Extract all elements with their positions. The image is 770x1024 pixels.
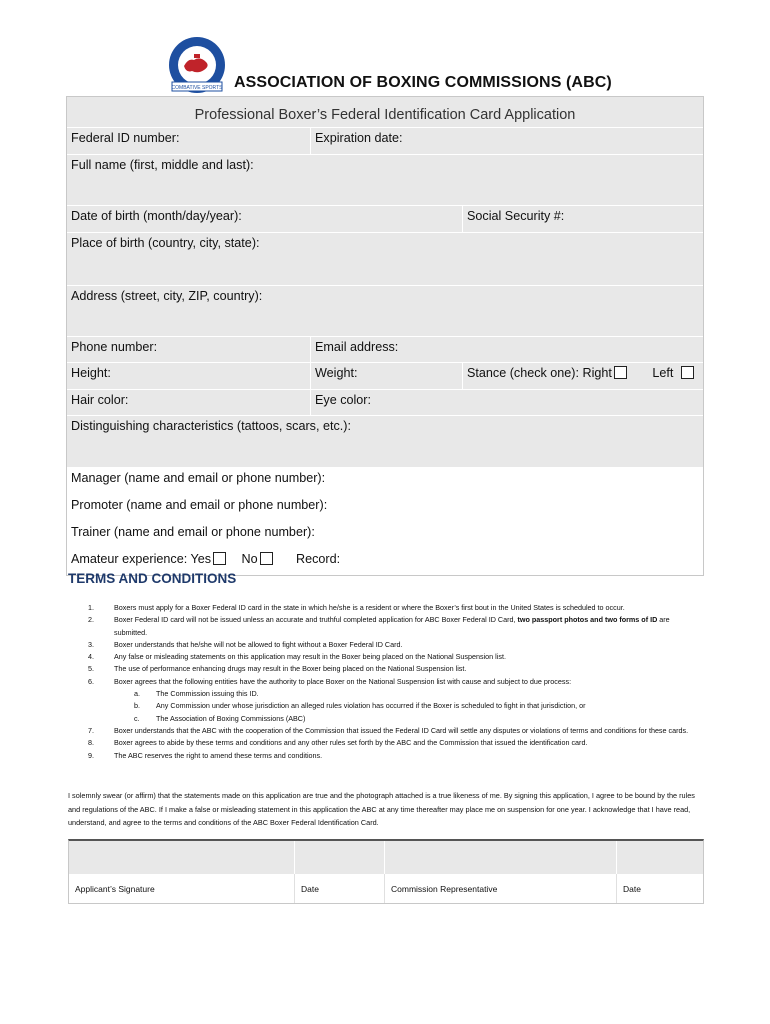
social-security-field[interactable]: Social Security #: (467, 209, 565, 223)
form-subtitle: Professional Boxer’s Federal Identification Card Application (194, 107, 576, 123)
terms-list (88, 602, 698, 762)
record-field[interactable]: Record: (296, 552, 341, 566)
svg-text:COMBATIVE SPORTS: COMBATIVE SPORTS (171, 85, 223, 91)
sub-list-item: a. The Commission issuing this ID. (134, 689, 259, 699)
weight-field[interactable]: Weight: (311, 363, 463, 389)
applicant-signature-label: Applicant’s Signature (69, 874, 295, 903)
list-item: 5. The use of performance enhancing drugs may result in the Boxer being placed on the National Suspension list. (88, 664, 467, 674)
eye-color-field[interactable]: Eye color: (315, 393, 371, 407)
stance-right-checkbox[interactable] (614, 366, 627, 379)
list-item: 7. Boxer understands that the ABC with the cooperation of the Commission that issued the Federal ID Card will settle any disputes or violations of terms and conditions for these cards. (88, 725, 689, 735)
page-title: ASSOCIATION OF BOXING COMMISSIONS (ABC) (234, 74, 612, 91)
sub-list-item: c. The Association of Boxing Commissions (ABC) (134, 713, 306, 723)
terms-heading: TERMS AND CONDITIONS (68, 571, 237, 586)
date-of-birth-field[interactable]: Date of birth (month/day/year): (67, 206, 463, 232)
abc-logo (168, 36, 226, 94)
commission-signature-box[interactable] (385, 841, 617, 874)
email-field[interactable]: Email address: (315, 340, 399, 354)
phone-field[interactable]: Phone number: (67, 337, 311, 362)
stance-left-label: Left (652, 366, 674, 380)
promoter-field[interactable]: Promoter (name and email or phone number): (71, 498, 328, 512)
applicant-signature-box[interactable] (69, 841, 295, 874)
manager-field[interactable]: Manager (name and email or phone number): (71, 471, 326, 485)
list-item: 3. Boxer understands that he/she will not be allowed to fight without a Boxer Federal ID Card. (88, 639, 403, 649)
full-name-field[interactable]: Full name (first, middle and last): (71, 158, 254, 172)
stance-left-checkbox[interactable] (681, 366, 694, 379)
commission-date-label: Date (623, 884, 641, 894)
list-item: 2. Boxer Federal ID card will not be issued unless an accurate and truthful completed application for ABC Boxer Federal ID Card, two passport photos and two forms of ID are submitted. (88, 615, 670, 637)
distinguishing-field[interactable]: Distinguishing characteristics (tattoos, scars, etc.): (71, 419, 351, 433)
list-item: 1. Boxers must apply for a Boxer Federal ID card in the state in which he/she is a resident or where the Boxer’s first bout in the United States is scheduled to occur. (88, 603, 625, 612)
sub-list-item: b. Any Commission under whose jurisdiction an alleged rules violation has occurred if the Boxer is scheduled to fight in that jurisdiction, or (134, 701, 586, 711)
federal-id-field[interactable]: Federal ID number: (67, 128, 311, 154)
oath-statement: I solemnly swear (or affirm) that the statements made on this application are true and the photograph attached is a true likeness of me. By signing this application, I agree to be bound by the rules and regulations of the ABC. If I make a false or misleading statement in this application the ABC at any time thereafter may place me on suspension for one year. I acknowledge that I have read, understand, and agree to the terms and conditions of the ABC Boxer Federal Identification Card. (68, 791, 695, 827)
address-field[interactable]: Address (street, city, ZIP, country): (71, 289, 263, 303)
stance-label: Stance (check one): Right (467, 366, 612, 380)
place-of-birth-field[interactable]: Place of birth (country, city, state): (71, 236, 260, 250)
height-field[interactable]: Height: (67, 363, 311, 389)
list-item: 8. Boxer agrees to abide by these terms and conditions and any other rules set forth by the ABC and the Commission that issued the identification card. (88, 738, 588, 748)
trainer-field[interactable]: Trainer (name and email or phone number): (71, 525, 315, 539)
list-item: 9. The ABC reserves the right to amend these terms and conditions. (88, 750, 323, 760)
amateur-no-label: No (241, 552, 258, 566)
commission-date-box[interactable] (617, 841, 703, 874)
stance-field (463, 363, 703, 389)
applicant-date-box[interactable] (295, 841, 385, 874)
list-item: 6. Boxer agrees that the following entities have the authority to place Boxer on the National Suspension list with cause and subject to due process: (88, 676, 572, 686)
expiration-date-field[interactable]: Expiration date: (315, 131, 403, 145)
commission-representative-label: Commission Representative (385, 874, 617, 903)
amateur-yes-checkbox[interactable] (213, 552, 226, 565)
hair-color-field[interactable]: Hair color: (67, 390, 311, 415)
applicant-date-label: Date (295, 874, 385, 903)
list-item: 4. Any false or misleading statements on this application may result in the Boxer being placed on the National Suspension list. (88, 652, 506, 662)
amateur-label: Amateur experience: Yes (71, 552, 212, 566)
amateur-no-checkbox[interactable] (260, 552, 273, 565)
signature-table (68, 839, 704, 904)
application-form (66, 96, 704, 576)
